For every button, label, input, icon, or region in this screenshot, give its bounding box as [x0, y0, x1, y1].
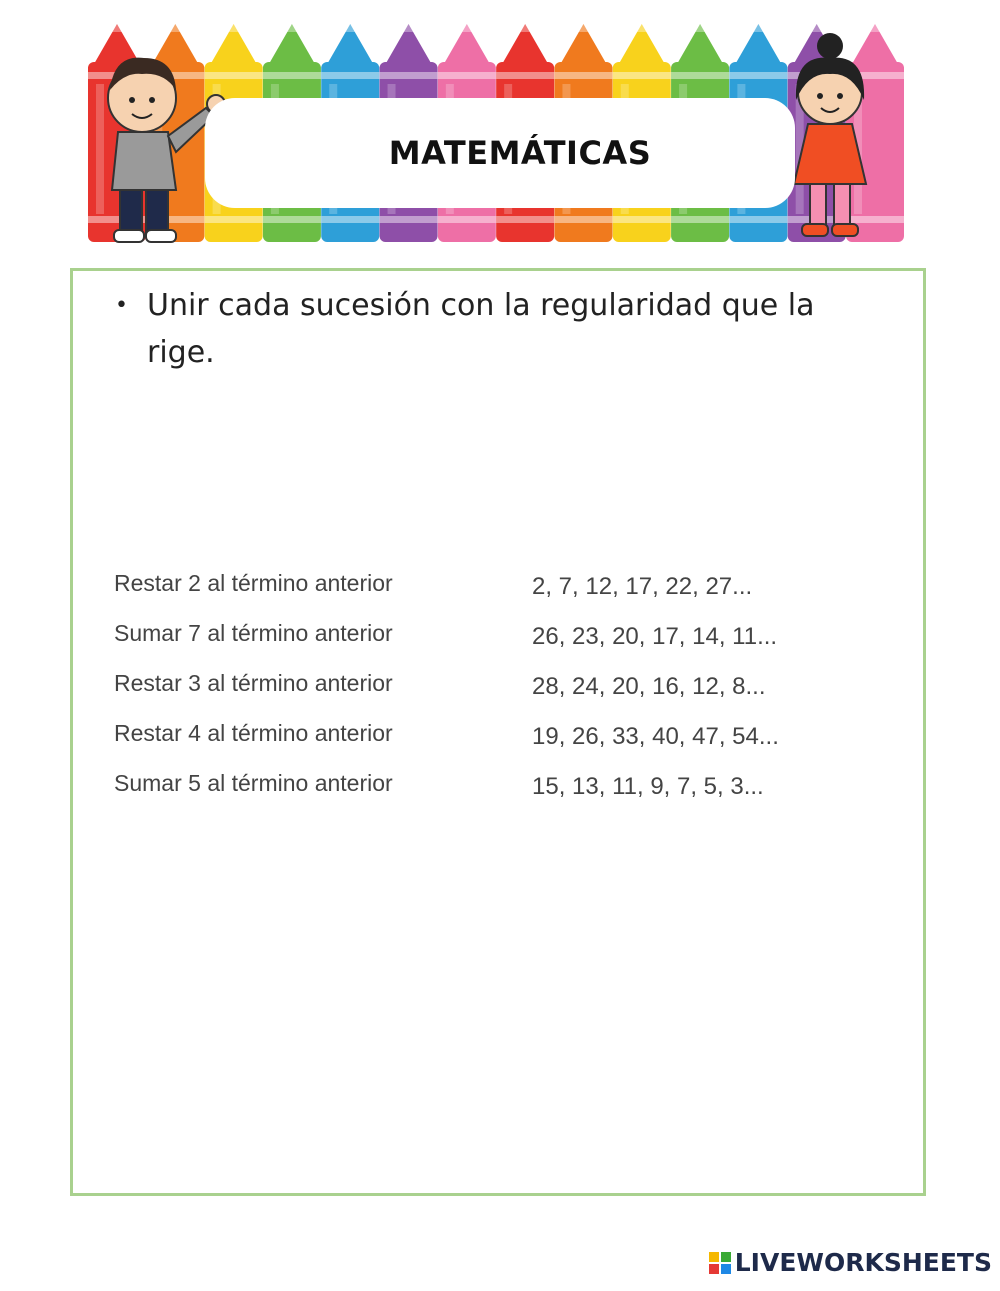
rule-item[interactable]: Restar 4 al término anterior — [114, 720, 393, 746]
crayon-band — [729, 72, 787, 79]
girl-hair-bun — [817, 33, 843, 59]
crayon-band — [554, 216, 612, 223]
rule-item[interactable]: Restar 2 al término anterior — [114, 570, 393, 596]
girl-eye — [837, 93, 843, 99]
boy-shoe — [146, 230, 176, 242]
crayon-tip-shine — [344, 24, 356, 32]
crayon-tip-shine — [811, 24, 823, 32]
crayon-band — [321, 216, 379, 223]
watermark-brand: LIVEWORKSHEETS — [734, 1248, 992, 1277]
title-box — [205, 98, 795, 208]
instruction-text: Unir cada sucesión con la regularidad que la rige. — [147, 288, 815, 370]
crayon-band — [380, 216, 438, 223]
sequence-item[interactable]: 28, 24, 20, 16, 12, 8... — [532, 673, 766, 700]
boy-leg — [120, 190, 142, 234]
crayon-band — [438, 216, 496, 223]
boy-eye — [129, 97, 135, 103]
girl-eye — [817, 93, 823, 99]
crayon-band — [496, 72, 554, 79]
rule-item[interactable]: Restar 3 al término anterior — [114, 670, 393, 696]
crayon-tip-shine — [169, 24, 181, 32]
page-title: MATEMÁTICAS — [388, 134, 652, 172]
crayon-tip-shine — [461, 24, 473, 32]
crayon-band — [613, 216, 671, 223]
crayon-tip-shine — [519, 24, 531, 32]
boy-hoodie — [112, 132, 176, 190]
crayon-band — [554, 72, 612, 79]
girl-leg — [834, 184, 850, 228]
crayon-band — [846, 216, 904, 223]
sequence-item[interactable]: 15, 13, 11, 9, 7, 5, 3... — [532, 773, 764, 800]
crayon-tip-shine — [228, 24, 240, 32]
crayon-band — [380, 72, 438, 79]
girl-shoe — [832, 224, 858, 236]
crayon-band — [729, 216, 787, 223]
crayon-tip-shine — [636, 24, 648, 32]
crayon-tip-shine — [403, 24, 415, 32]
sequence-item[interactable]: 19, 26, 33, 40, 47, 54... — [532, 723, 779, 750]
crayon-band — [613, 72, 671, 79]
girl-leg — [810, 184, 826, 228]
crayon-band — [496, 216, 554, 223]
sequence-item[interactable]: 26, 23, 20, 17, 14, 11... — [532, 623, 778, 650]
crayon-tip-shine — [694, 24, 706, 32]
sequence-item[interactable]: 2, 7, 12, 17, 22, 27... — [532, 573, 753, 600]
rule-item[interactable]: Sumar 7 al término anterior — [114, 620, 393, 646]
rules-column — [114, 566, 474, 816]
boy-eye — [149, 97, 155, 103]
crayon-tip-shine — [577, 24, 589, 32]
crayon-band — [671, 72, 729, 79]
crayon-tip-shine — [286, 24, 298, 32]
crayon-band — [438, 72, 496, 79]
boy-shoe — [114, 230, 144, 242]
crayon-band — [205, 216, 263, 223]
bullet-icon: • — [115, 293, 128, 318]
girl-shoe — [802, 224, 828, 236]
crayon-band — [263, 72, 321, 79]
instruction — [115, 282, 875, 376]
liveworksheets-watermark — [709, 1248, 992, 1277]
boy-leg — [146, 190, 168, 234]
crayon-tip-shine — [869, 24, 881, 32]
rule-item[interactable]: Sumar 5 al término anterior — [114, 770, 393, 796]
crayon-band — [205, 72, 263, 79]
crayon-band — [263, 216, 321, 223]
crayon-band — [321, 72, 379, 79]
liveworksheets-logo-icon — [709, 1252, 731, 1274]
crayon-band — [671, 216, 729, 223]
sequences-column — [532, 570, 872, 820]
crayon-tip-shine — [111, 24, 123, 32]
crayon-shine — [96, 84, 104, 214]
crayon-tip-shine — [752, 24, 764, 32]
